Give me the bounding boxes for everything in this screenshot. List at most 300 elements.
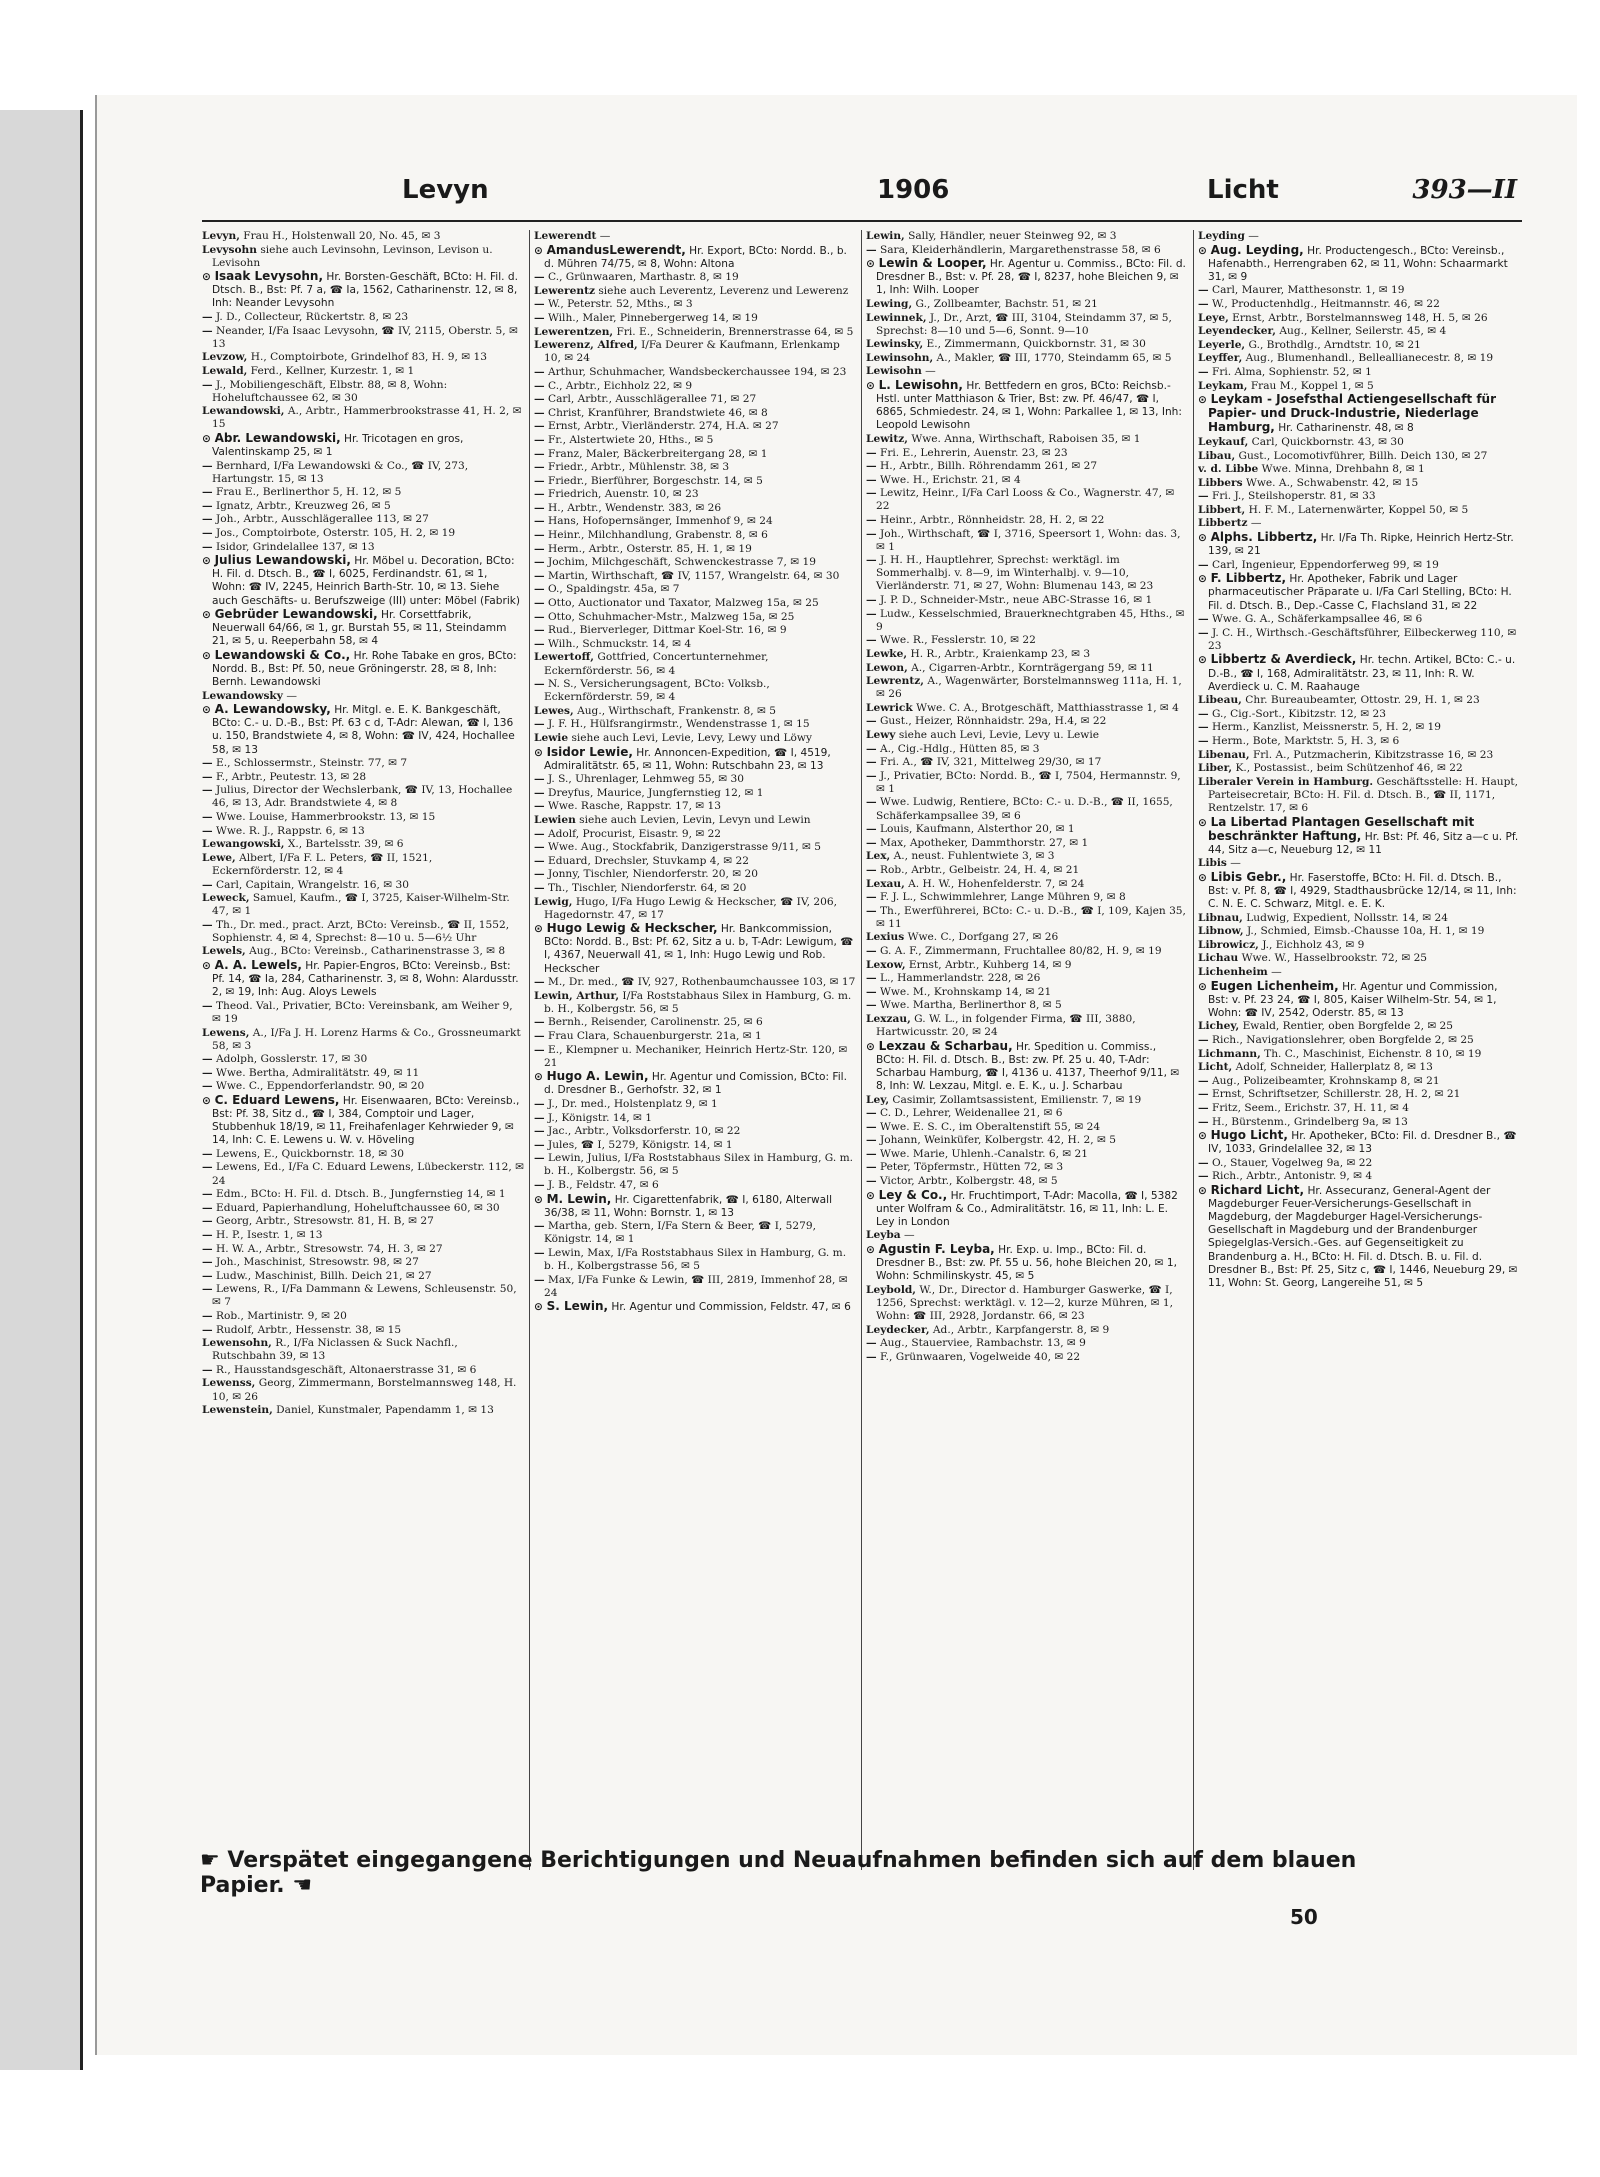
entry-name: Leykauf, (1198, 435, 1249, 448)
entry-details: O., Spaldingstr. 45a, ✉ 7 (547, 583, 680, 596)
directory-entry (534, 1274, 856, 1300)
directory-entry (534, 230, 856, 243)
entry-name: — (534, 271, 545, 284)
entry-name: — (202, 1269, 213, 1282)
entry-name: Lewke, (866, 647, 908, 660)
entry-details: G., Zollbeamter, Bachstr. 51, ✉ 21 (915, 297, 1098, 310)
entry-name: — (534, 583, 545, 596)
entry-details: Lewens, Ed., I/Fa C. Eduard Lewens, Lübeckerstr. 112, ✉ 24 (212, 1161, 524, 1187)
directory-entry (1198, 325, 1520, 338)
directory-entry (202, 1000, 524, 1026)
directory-entry (202, 1080, 524, 1093)
directory-entry (534, 705, 856, 718)
directory-entry (534, 855, 856, 868)
directory-entry (866, 487, 1188, 513)
entry-details: Ernst, Schriftsetzer, Schillerstr. 28, H. 2, ✉ 21 (1211, 1088, 1461, 1101)
entry-name: — (866, 1337, 877, 1350)
entry-details: Otto, Auctionator und Taxator, Malzweg 15a, ✉ 25 (547, 597, 819, 610)
entry-details: H. R., Arbtr., Kraienkamp 23, ✉ 3 (910, 647, 1091, 660)
entry-details: Aug., Kellner, Seilerstr. 45, ✉ 4 (1279, 325, 1447, 338)
directory-entry (202, 690, 524, 703)
directory-entry (866, 1284, 1188, 1323)
entry-details: Hr. Rohe Tabake en gros, BCto: Nordd. B., Bst: Pf. 50, neue Gröningerstr. 28, ✉ 8, Inh: Bernh. Lewandowski (212, 649, 517, 689)
previous-page-edge (0, 110, 83, 2070)
entry-name: Isaak Levysohn, (214, 269, 323, 284)
entry-name: Lexzau, (866, 1012, 911, 1025)
entry-name: Librowicz, (1198, 938, 1259, 951)
entry-name: — (202, 378, 213, 391)
entry-details: Ludw., Kesselschmied, Brauerknechtgraben 45, Hths., ✉ 9 (876, 607, 1185, 633)
entry-name: Lewrentz, (866, 675, 924, 688)
directory-entry (1198, 477, 1520, 490)
entry-name: Lewerentz (534, 284, 595, 297)
entry-name: — (534, 420, 545, 433)
directory-entry (534, 1179, 856, 1192)
entry-details: Friedr., Bierführer, Borgeschstr. 14, ✉ 5 (547, 474, 763, 487)
directory-entry (866, 1013, 1188, 1039)
entry-name: — (534, 800, 545, 813)
entry-details: F., Arbtr., Peutestr. 13, ✉ 28 (215, 770, 367, 783)
entry-name: — (1198, 284, 1209, 297)
directory-entry (202, 1202, 524, 1215)
directory-entry (866, 891, 1188, 904)
entry-name: — (534, 1138, 545, 1151)
entry-name: — (866, 1161, 877, 1174)
entry-name: — (866, 769, 877, 782)
entry-details: Adolf, Schneider, Hallerplatz 8, ✉ 13 (1235, 1061, 1433, 1074)
entry-details: Wwe. M., Krohnskamp 14, ✉ 21 (879, 985, 1052, 998)
entry-name: Hugo Licht, (1210, 1128, 1288, 1143)
directory-entry (202, 1270, 524, 1283)
directory-entry (1198, 721, 1520, 734)
entry-details: Wwe. Marie, Uhlenh.-Canalstr. 6, ✉ 21 (879, 1147, 1089, 1160)
entry-name: Hugo Lewig & Heckscher, (546, 921, 718, 936)
entry-name: — (534, 393, 545, 406)
directory-entry (866, 662, 1188, 675)
entry-name: — (534, 882, 545, 894)
directory-entry (202, 1404, 524, 1417)
entry-name: — (202, 486, 213, 499)
entry-details: Carl, Maurer, Matthesonstr. 1, ✉ 19 (1211, 284, 1405, 297)
entry-name: Leykam, (1198, 379, 1248, 392)
entry-name: — (866, 904, 877, 917)
entry-details: Neander, I/Fa Isaac Levysohn, ☎ IV, 2115, Oberstr. 5, ✉ 13 (212, 324, 518, 350)
directory-entry (202, 460, 524, 486)
entry-name: — (534, 556, 545, 569)
directory-entry (534, 339, 856, 365)
entry-details: Wwe. C., Eppendorferlandstr. 90, ✉ 20 (215, 1080, 425, 1093)
directory-entry (202, 405, 524, 431)
directory-entry (534, 1030, 856, 1043)
entry-details: H., Arbtr., Billh. Röhrendamm 261, ✉ 27 (879, 460, 1098, 473)
directory-entry (202, 1256, 524, 1269)
directory-entry (534, 1112, 856, 1125)
directory-entry (866, 1324, 1188, 1337)
directory-entry (534, 1139, 856, 1152)
pointing-hand-icon: ☛ (200, 1848, 228, 1873)
entry-details: siehe auch Leverentz, Leverenz und Lewerenz (598, 284, 849, 297)
directory-entry (866, 972, 1188, 985)
entry-name: Lichau (1198, 952, 1239, 965)
entry-name: — (866, 513, 877, 526)
firm-entry (866, 1243, 1188, 1283)
entry-name: — (1198, 297, 1209, 310)
footer-notice (200, 1848, 1400, 1898)
directory-entry (866, 823, 1188, 836)
entry-details: G. A. F., Zimmermann, Fruchtallee 80/82, H. 9, ✉ 19 (879, 944, 1162, 957)
entry-details: Aug., Wirthschaft, Frankenstr. 8, ✉ 5 (577, 704, 776, 717)
directory-entry (866, 447, 1188, 460)
entry-details: Hr. Annoncen-Expedition, ☎ I, 4519, Admiralitätstr. 65, ✉ 11, Wohn: Rutschbahn 23, ✉ 13 (544, 746, 831, 772)
entry-name: — (202, 1283, 213, 1296)
entry-name: — (1198, 490, 1209, 503)
entry-name: Lewe, (202, 851, 236, 864)
entry-name: Eugen Lichenheim, (1210, 978, 1339, 993)
entry-name: Libis (1198, 857, 1227, 870)
entry-name: Isidor Lewie, (546, 744, 633, 759)
directory-entry (866, 675, 1188, 701)
directory-entry (866, 230, 1188, 243)
entry-details: Wwe. Ludwig, Rentiere, BCto: C.- u. D.-B., ☎ II, 1655, Schäferkampsallee 39, ✉ 6 (876, 796, 1173, 822)
directory-entry (1198, 749, 1520, 762)
entry-details: Wilh., Schmuckstr. 14, ✉ 4 (547, 637, 692, 650)
directory-entry (202, 879, 524, 892)
entry-name: Lewien (534, 814, 576, 827)
entry-name: — (534, 433, 545, 446)
directory-entry (534, 990, 856, 1016)
entry-details: Frau M., Koppel 1, ✉ 5 (1250, 379, 1374, 392)
entry-details: Gottfried, Concertunternehmer, Eckernförderstr. 56, ✉ 4 (544, 651, 769, 677)
entry-name: — (1198, 626, 1209, 639)
directory-entry (1198, 857, 1520, 870)
directory-entry (202, 513, 524, 526)
entry-details: Lewitz, Heinr., I/Fa Carl Looss & Co., Wagnerstr. 47, ✉ 22 (876, 487, 1175, 513)
directory-entry (1198, 352, 1520, 365)
entry-details: siehe auch Levi, Levie, Levy, Lewy und Löwy (571, 731, 812, 744)
entry-name: F. Libbertz, (1210, 571, 1287, 586)
entry-details: C. D., Lehrer, Weidenallee 21, ✉ 6 (879, 1107, 1063, 1120)
entry-details: Hr. Faserstoffe, BCto: H. Fil. d. Dtsch. B., Bst: v. Pf. 8, ☎ I, 4929, Stadthausbrücke 12/14, ✉ 11, Inh: C. N. E. C. Schwarz, Mitgl. e. E. K. (1208, 871, 1517, 911)
entry-name: Leykam - Josefsthal Actiengesellschaft für Papier- und Druck-Industrie, Niederlage Hamburg, (1208, 392, 1497, 435)
entry-name: — (534, 637, 545, 650)
entry-name: Libbertz & Averdieck, (1210, 652, 1357, 667)
directory-entry (202, 311, 524, 324)
firm-entry (1198, 816, 1520, 857)
directory-entry (202, 351, 524, 364)
entry-details: Friedrich, Auenstr. 10, ✉ 23 (547, 488, 699, 501)
directory-entry (534, 718, 856, 731)
directory-entry (202, 500, 524, 513)
entry-name: Lewinsky, (866, 338, 924, 351)
entry-name: Lex, (866, 850, 891, 863)
entry-name: Lewerenz, Alfred, (534, 339, 638, 352)
entry-name: — (534, 569, 545, 582)
entry-name: — (866, 999, 877, 1012)
entry-details: F. J. L., Schwimmlehrer, Lange Mühren 9, ✉ 8 (879, 891, 1126, 904)
firm-entry (202, 608, 524, 648)
entry-details: A., Cigarren-Arbtr., Kornträgergang 59, ✉ 11 (911, 661, 1154, 674)
entry-name: — (1198, 365, 1209, 378)
entry-details: I/Fa Roststabhaus Silex in Hamburg, G. m. b. H., Kolbergstr. 56, ✉ 5 (544, 989, 852, 1015)
directory-entry (534, 502, 856, 515)
directory-entry (202, 365, 524, 378)
directory-entry (534, 583, 856, 596)
entry-name: — (1198, 1074, 1209, 1087)
entry-name: — (202, 784, 213, 797)
directory-entry (866, 986, 1188, 999)
entry-name: — (202, 324, 213, 337)
directory-entry (534, 611, 856, 624)
directory-entry (534, 1152, 856, 1178)
entry-name: — (1198, 1170, 1209, 1183)
entry-details: J., Schmied, Eimsb.-Chausse 10a, H. 1, ✉ 19 (1246, 925, 1485, 938)
entry-details: Hr. I/Fa Th. Ripke, Heinrich Hertz-Str. 139, ✉ 21 (1208, 532, 1514, 558)
entry-details: X., Bartelsstr. 39, ✉ 6 (287, 838, 404, 851)
entry-details: Ernst, Arbtr., Vierländerstr. 274, H.A. ✉ 27 (547, 420, 779, 433)
entry-details: siehe auch Levi, Levie, Levy u. Lewie (898, 728, 1099, 741)
entry-details: Joh., Wirthschaft, ☎ I, 3716, Speersort 1, Wohn: das. 3, ✉ 1 (876, 527, 1181, 553)
entry-details: Hr. Cigarettenfabrik, ☎ I, 6180, Alterwall 36/38, ✉ 11, Wohn: Bornstr. 1, ✉ 13 (544, 1193, 833, 1219)
entry-name: Leybold, (866, 1283, 916, 1296)
directory-entry (202, 838, 524, 851)
entry-name: — (866, 446, 877, 459)
entry-details: Fri. E., Schneiderin, Brennerstrasse 64, ✉ 5 (616, 325, 854, 338)
entry-details: W., Dr., Director d. Hamburger Gaswerke, ☎ I, 1256, Sprechst: werktägl. v. 12—2, kurze Mühren, ✉ 1, Wohn: ☎ III, 2928, Jordanstr. 66, ✉ 23 (876, 1283, 1174, 1322)
entry-name: — (534, 841, 545, 854)
firm-entry (1198, 1184, 1520, 1290)
directory-entry (1198, 708, 1520, 721)
directory-entry (866, 298, 1188, 311)
entry-details: Hr. Apotheker, BCto: Fil. d. Dresdner B., ☎ IV, 1033, Grindelallee 32, ✉ 13 (1208, 1130, 1517, 1156)
entry-name: — (534, 610, 545, 623)
directory-entry (1198, 366, 1520, 379)
entry-details: Wwe. Martha, Berlinerthor 8, ✉ 5 (879, 999, 1062, 1012)
entry-name: — (202, 1080, 213, 1093)
entry-details: Aug., Blumenhandl., Belleallianecestr. 8, ✉ 19 (1245, 352, 1494, 365)
entry-details: Eduard, Papierhandlung, Hoheluftchaussee 60, ✉ 30 (215, 1201, 500, 1214)
entry-details: Hr. Papier-Engros, BCto: Vereinsb., Bst: Pf. 14, ☎ Ia, 284, Catharinenstr. 3, ✉ 8, Wohn: Alardusstr. 2, ✉ 19, Inh: Aug. Aloys Lewels (212, 960, 519, 999)
entry-name: — (534, 678, 545, 691)
entry-details: H., Bürstenm., Grindelberg 9a, ✉ 13 (1211, 1115, 1408, 1128)
directory-entry (534, 814, 856, 827)
directory-entry (866, 514, 1188, 527)
entry-details: A., I/Fa J. H. Lorenz Harms & Co., Grossneumarkt 58, ✉ 3 (212, 1026, 521, 1052)
directory-entry (534, 448, 856, 461)
entry-name: Agustin F. Leyba, (878, 1242, 995, 1257)
entry-name: — (866, 1134, 877, 1147)
entry-details: Rich., Navigationslehrer, oben Borgfelde 2, ✉ 25 (1211, 1034, 1474, 1047)
firm-entry (866, 1189, 1188, 1229)
directory-entry (866, 959, 1188, 972)
directory-entry (866, 756, 1188, 769)
entry-details: Aug., BCto: Vereinsb., Catharinenstrasse 3, ✉ 8 (249, 945, 506, 958)
entry-details: Rob., Martinistr. 9, ✉ 20 (215, 1310, 347, 1322)
entry-details: Wwe. R. J., Rappstr. 6, ✉ 13 (215, 824, 365, 837)
entry-details: Aug., Polizeibeamter, Krohnskamp 8, ✉ 21 (1211, 1074, 1440, 1087)
entry-details: J., Königstr. 14, ✉ 1 (547, 1111, 653, 1124)
entry-details: Herm., Bote, Marktstr. 5, H. 3, ✉ 6 (1211, 734, 1400, 747)
entry-name: — (534, 1125, 545, 1138)
entry-name: Leyendecker, (1198, 325, 1276, 338)
firm-entry (534, 1070, 856, 1097)
column-4 (1198, 230, 1520, 1870)
directory-entry (1198, 694, 1520, 707)
entry-name: Lewensohn, (202, 1337, 272, 1350)
entry-name: — (1198, 734, 1209, 747)
directory-entry (866, 338, 1188, 351)
directory-entry (866, 1094, 1188, 1107)
entry-name: — (866, 796, 877, 809)
entry-name: Lewin & Looper, (878, 256, 987, 271)
entry-name: — (1198, 1115, 1209, 1128)
entry-details: Wwe. G. A., Schäferkampsallee 46, ✉ 6 (1211, 613, 1423, 626)
entry-name: — (866, 742, 877, 755)
entry-name: — (534, 298, 545, 311)
directory-entry (866, 1121, 1188, 1134)
entry-name: Lewenss, (202, 1377, 256, 1390)
entry-name: — (866, 243, 877, 256)
entry-details: Wwe. Rasche, Rappstr. 17, ✉ 13 (547, 800, 722, 813)
directory-entry (866, 945, 1188, 958)
directory-entry (1198, 1102, 1520, 1115)
directory-entry (534, 407, 856, 420)
entry-name: — (866, 1175, 877, 1188)
entry-details: Ernst, Arbtr., Kuhberg 14, ✉ 9 (908, 958, 1072, 971)
entry-details: M., Dr. med., ☎ IV, 927, Rothenbaumchaussee 103, ✉ 17 (547, 976, 856, 989)
entry-name: — (202, 1228, 213, 1241)
directory-entry (1198, 284, 1520, 297)
entry-name: — (866, 554, 877, 567)
directory-entry (866, 850, 1188, 863)
entry-details: Jules, ☎ I, 5279, Königstr. 14, ✉ 1 (547, 1138, 733, 1151)
entry-name: Libnow, (1198, 925, 1244, 938)
entry-details: Fritz, Seem., Erichstr. 37, H. 11, ✉ 4 (1211, 1102, 1409, 1114)
entry-details: Sally, Händler, neuer Steinweg 92, ✉ 3 (908, 230, 1117, 242)
directory-entry (866, 999, 1188, 1012)
entry-name: Levyn, (202, 230, 240, 242)
entry-name: Lichey, (1198, 1020, 1240, 1033)
entry-name: Richard Licht, (1210, 1183, 1305, 1198)
entry-details: A., Cig.-Hdlg., Hütten 85, ✉ 3 (879, 742, 1040, 755)
entry-details: Fr., Alstertwiete 20, Hths., ✉ 5 (547, 433, 714, 446)
entry-details: Lewin, Max, I/Fa Roststabhaus Silex in Hamburg, G. m. b. H., Kolbergstrasse 56, ✉ 5 (544, 1247, 847, 1273)
entry-name: Lewerendt (534, 230, 597, 242)
directory-entry (534, 868, 856, 881)
entry-details: Casimir, Zollamtsassistent, Emilienstr. 7, ✉ 19 (892, 1093, 1142, 1106)
entry-details: Hr. Mitgl. e. E. K. Bankgeschäft, BCto: C.- u. D.-B., Bst: Pf. 63 c d, T-Adr: Alewan, ☎ I, 136 u. 150, Brandstwiete 4, ✉ 8, Wohn: ☎ IV, 424, Hochallee 58, ✉ 13 (212, 704, 515, 756)
directory-entry (534, 841, 856, 854)
entry-details: Herm., Arbtr., Osterstr. 85, H. 1, ✉ 19 (547, 542, 752, 555)
entry-details: Isidor, Grindelallee 137, ✉ 13 (215, 540, 375, 553)
column-divider (1193, 230, 1194, 1870)
directory-entry (534, 773, 856, 786)
entry-details: Arthur, Schuhmacher, Wandsbeckerchaussee 194, ✉ 23 (547, 365, 847, 378)
entry-details: Ludwig, Expedient, Nollsstr. 14, ✉ 24 (1246, 911, 1448, 924)
directory-entry (866, 1175, 1188, 1188)
entry-name: — (534, 1098, 545, 1110)
directory-entry (1198, 912, 1520, 925)
entry-details: Hr. Catharinenstr. 48, ✉ 8 (1278, 422, 1414, 435)
entry-name: — (1198, 1034, 1209, 1047)
entry-details: Heinr., Milchhandlung, Grabenstr. 8, ✉ 6 (547, 529, 768, 542)
entry-details: Jos., Comptoirbote, Osterstr. 105, H. 2, ✉ 19 (215, 527, 456, 540)
directory-entry (866, 702, 1188, 715)
entry-name: Leydecker, (866, 1323, 930, 1336)
entry-details: Hr. Apotheker, Fabrik und Lager pharmaceutischer Präparate u. I/Fa Carl Stelling, BCto: H. Fil. d. Dtsch. B., Dep.-Casse C, Flachsland 31, ✉ 22 (1208, 573, 1512, 612)
entry-details: Wwe. Anna, Wirthschaft, Raboisen 35, ✉ 1 (911, 432, 1141, 445)
entry-name: — (534, 447, 545, 460)
directory-entry (534, 515, 856, 528)
directory-entry (866, 770, 1188, 796)
directory-entry (866, 796, 1188, 822)
directory-entry (1198, 952, 1520, 965)
entry-name: Hugo A. Lewin, (546, 1069, 649, 1084)
entry-name: — (534, 624, 545, 637)
firm-entry (866, 1040, 1188, 1093)
entry-name: — (202, 918, 213, 931)
entry-details: — (1248, 230, 1259, 242)
entry-name: Alphs. Libbertz, (1210, 530, 1318, 545)
entry-details: Geschäftsstelle: H. Haupt, Parteisecretair, BCto: H. Fil. d. Dtsch. B., ☎ II, 1171, Rentzelstr. 17, ✉ 6 (1208, 775, 1519, 814)
directory-entry (534, 1098, 856, 1111)
entry-details: Eduard, Drechsler, Stuvkamp 4, ✉ 22 (547, 854, 749, 867)
entry-details: Carl, Arbtr., Ausschlägerallee 71, ✉ 27 (547, 393, 757, 406)
entry-details: Gust., Locomotivführer, Billh. Deich 130, ✉ 27 (1238, 449, 1488, 462)
entry-details: Jochim, Milchgeschäft, Schwenckestrasse 7, ✉ 19 (547, 556, 816, 569)
directory-entry (534, 475, 856, 488)
pointing-hand-icon: ☚ (284, 1873, 313, 1898)
entry-name: Lewin, (866, 230, 905, 242)
entry-name: Leyffer, (1198, 352, 1243, 365)
directory-entry (534, 312, 856, 325)
entry-name: Ley, (866, 1093, 890, 1106)
directory-entry (1198, 1034, 1520, 1047)
entry-name: Julius Lewandowski, (214, 553, 351, 568)
entry-name: La Libertad Plantagen Gesellschaft mit beschränkter Haftung, (1208, 814, 1475, 843)
directory-entry (1198, 1048, 1520, 1061)
entry-details: A., Wagenwärter, Borstelmannsweg 111a, H. 1, ✉ 26 (876, 675, 1182, 701)
column-3 (866, 230, 1188, 1870)
entry-details: Gust., Heizer, Rönnhaidstr. 29a, H.4, ✉ 22 (879, 715, 1107, 728)
entry-name: Lewing, (866, 297, 913, 310)
entry-name: Libbertz (1198, 517, 1248, 530)
directory-entry (534, 732, 856, 745)
entry-details: — (599, 230, 611, 242)
entry-name: — (534, 461, 545, 474)
firm-entry (1198, 1129, 1520, 1156)
entry-details: Adolph, Gosslerstr. 17, ✉ 30 (215, 1053, 368, 1066)
entry-name: Lewitz, (866, 432, 908, 445)
directory-entry (534, 1125, 856, 1138)
entry-details: Franz, Maler, Bäckerbreitergang 28, ✉ 1 (547, 447, 768, 460)
firm-entry (202, 270, 524, 310)
entry-details: Hr. Assecuranz, General-Agent der Magdeburger Feuer-Versicherungs-Gesellschaft in Magdeburg, der Magdeburger Hagel-Versicherungs-Gesellschaft in Magdeburg und der Brandenburger Spiegelglas-Versich.-Ges. auf Gegenseitigkeit zu Brandenburg a. H., BCto: H. Fil. d. Dtsch. B. u. Fil. d. Dresdner B., Bst: Pf. 25, Sitz c, ☎ I, 1446, Neueburg 29, ✉ 11, Wohn: St. Georg, Langereihe 51, ✉ 5 (1208, 1185, 1518, 1289)
directory-entry (866, 1351, 1188, 1364)
directory-entry (1198, 627, 1520, 653)
directory-entry (202, 852, 524, 878)
directory-entry (534, 1220, 856, 1246)
entry-name: — (202, 1188, 213, 1201)
entry-name: — (534, 1030, 545, 1043)
entry-name: — (866, 863, 877, 876)
entry-name: — (202, 811, 213, 824)
entry-details: H. F. M., Laternenwärter, Koppel 50, ✉ 5 (1248, 503, 1469, 516)
directory-entry (866, 594, 1188, 607)
entry-name: — (866, 1350, 877, 1363)
firm-entry (202, 703, 524, 756)
entry-details: I/Fa Deurer & Kaufmann, Erlenkamp 10, ✉ 24 (544, 339, 840, 365)
entry-details: siehe auch Levien, Levin, Levyn und Lewin (579, 814, 811, 827)
